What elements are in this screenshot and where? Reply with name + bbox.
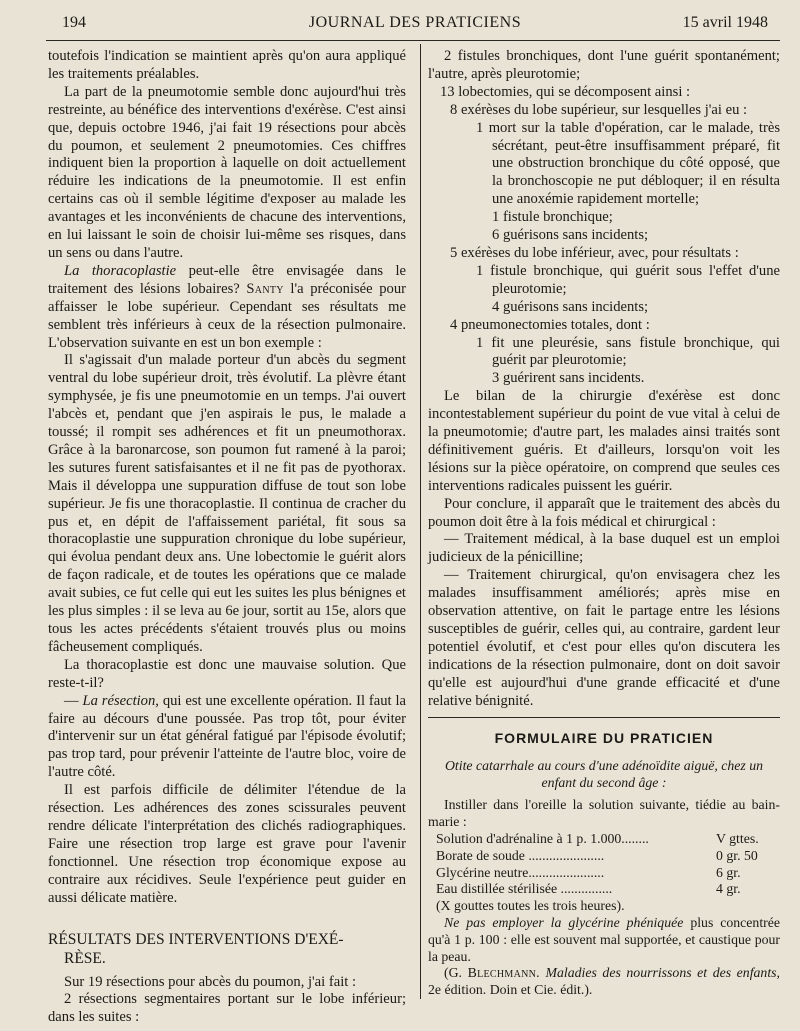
left-column (48, 48, 406, 1027)
page-number: 194 (62, 14, 86, 31)
formulaire-instruction: Instiller dans l'oreille la solution suivante, tiédie au bain-marie : (428, 797, 780, 830)
paragraph: — Traitement chirurgical, qu'on envisagera chez les malades insuffisamment améliorés; après mise en observation attentive, on fait le partage entre les lésions susceptibles de guérir, celles qui, au contraire, gardent leur potentiel évolutif, et c'est pour elles qu'on discutera les indications de la résection pulmonaire, dont on doit savoir qu'elle est aujourd'hui d'une grande efficacité et d'une relative bénignité. (428, 567, 780, 709)
section-heading: RÉSULTATS DES INTERVENTIONS D'EXÉ- RÈSE. (48, 930, 344, 967)
list-item: 8 exérèses du lobe supérieur, sur lesquelles j'ai eu : (450, 101, 748, 118)
formulaire-warning: Ne pas employer la glycérine phéniquée plus concentrée qu'à 1 p. 100 : elle est souvent mal supportée, et caustique pour la peau. (428, 915, 781, 964)
author-name: Blechmann. (467, 965, 540, 981)
list-item: 4 pneumonectomies totales, dont : (450, 316, 650, 333)
paragraph: Le bilan de la chirurgie d'exérèse est donc incontestablement supérieur du point de vue vital à celui de la pneumotomie; d'autre part, les malades ainsi traités sont définitivement guéris. Et d'ailleurs, lorsqu'on voit les lésions sur la pièce opératoire, on comprend que seules ces interventions radicales puissent les guérir. (428, 388, 780, 494)
paragraph: La part de la pneumotomie semble donc aujourd'hui très restreinte, au bénéfice des interventions d'exérèse. C'est ainsi que, depuis octobre 1946, j'ai fait 19 résections pour abcès du poumon, et seulement 2 pneumotomies. Ces chiffres indiquent bien la proportion à laquelle on doit actuellement réduire les indications de la pneumotomie. Il est enfin certains cas où il semble légitime d'exposer au malade les avantages et les inconvénients de chacune des interventions, en lui laissant le soin de choisir lui-même ses risques, dans un sens ou dans l'autre. (48, 83, 406, 261)
paragraph-resection: — La résection, qui est une excellente opération. Il faut la faire au décours d'une poussée. Pas trop tôt, pour éviter d'intervenir sur un état général fatigué par l'épisode évolutif; pas trop tard, pour prévenir l'atteinte de l'autre bloc, voire de l'autre côté. (48, 692, 406, 781)
prescription-item: Eau distillée stérilisée ............... 4 gr. (436, 881, 741, 897)
list-item: 1 fistule bronchique, qui guérit sous l'effet d'une pleurotomie; (476, 262, 780, 297)
paragraph: toutefois l'indication se maintient après qu'on aura appliqué les traitements préalables. (48, 48, 406, 82)
formulaire-title: FORMULAIRE DU PRATICIEN (494, 729, 714, 746)
prescription-item: Solution d'adrénaline à 1 p. 1.000........ V gttes. (436, 831, 759, 847)
column-divider (420, 44, 421, 999)
paragraph: La thoracoplastie est donc une mauvaise solution. Que reste-t-il? (48, 656, 406, 691)
prescription-item: Borate de soude ...................... 0 gr. 50 (436, 847, 758, 863)
author-name: Santy (246, 280, 284, 297)
page-header (62, 10, 768, 36)
paragraph-observation: Il s'agissait d'un malade porteur d'un abcès du segment ventral du lobe supérieur droit, très évolutif. La plèvre étant symphysée, je fis une pneumotomie en un temps. J'ai ouvert l'abcès et, pendant que j'en aspirais le pus, le malade a toussé; il rompit ses adhérences et fit un pneumothorax. Grâce à la baronarcose, son poumon fut ramené à la paroi; les sutures furent satisfaisantes et il ne fit pas de pyothorax. Mais il développa une suppuration diffuse de tout son lobe supérieur. Je fis une thoracoplastie. Il continua de cracher du pus et, en dépit de l'affaissement pariétal, fit sous sa thoracoplastie une suppuration chronique du lobe supérieur, qui évolua pendant deux ans. Une lobectomie le guérit alors de façon radicale, et de toutes les opérations que ce malade avait subies, ce fut celle qui eut les suites les plus bénignes et les plus simples : il se leva au 6e jour, sortit au 15e, alors que tous les actes précédents s'étaient trouvés plus ou moins fâcheusement compliqués. (48, 352, 406, 655)
paragraph: — Traitement médical, à la base duquel est un emploi judicieux de la pénicilline; (428, 531, 780, 566)
paragraph: Sur 19 résections pour abcès du poumon, j'ai fait : (64, 973, 357, 990)
paragraph: Pour conclure, il apparaît que le traitement des abcès du poumon doit être à la fois médical et chirurgical : (428, 495, 780, 530)
paragraph: 2 résections segmentaires portant sur le lobe inférieur; dans les suites : (48, 991, 406, 1026)
list-item: 1 fit une pleurésie, sans fistule bronchique, qui guérit par pleurotomie; (476, 334, 780, 369)
list-item: 13 lobectomies, qui se décomposent ainsi : (440, 83, 691, 100)
list-item: 3 guérirent sans incidents. (492, 370, 645, 387)
issue-date: 15 avril 1948 (682, 14, 768, 31)
formulaire-reference: (G. Blechmann. Maladies des nourrissons et des enfants, 2e édition. Doin et Cie. édit.). (428, 965, 780, 998)
journal-title: JOURNAL DES PRATICIENS (308, 14, 522, 31)
italic-term: La thoracoplastie (64, 262, 177, 279)
right-column (428, 48, 780, 999)
formulaire-subtitle: Otite catarrhale au cours d'une adénoïdite aiguë, chez un enfant du second âge : (444, 758, 764, 791)
list-item: 5 exérèses du lobe inférieur, avec, pour résultats : (450, 244, 739, 261)
list-item: 2 fistules bronchiques, dont l'une guérit spontanément; l'autre, après pleurotomie; (428, 48, 780, 82)
dosage-note: (X gouttes toutes les trois heures). (436, 898, 625, 914)
list-item: 1 fistule bronchique; (492, 209, 613, 226)
italic-term: La résection, (82, 692, 159, 709)
list-item: 4 guérisons sans incidents; (492, 298, 649, 315)
list-item: 6 guérisons sans incidents; (492, 227, 649, 244)
prescription-item: Glycérine neutre...................... 6 gr. (436, 864, 741, 880)
paragraph-thoracoplastie: La thoracoplastie peut-elle être envisagée dans le traitement des lésions lobaires? Santy l'a préconisée pour affaisser le lobe supérieur. Cependant ses résultats me semblent très inférieurs à ceux de la résection pulmonaire. L'observation suivante en est un bon exemple : (48, 262, 407, 351)
header-rule (46, 40, 780, 41)
list-item: 1 mort sur la table d'opération, car le malade, très sécrétant, peut-être insuffisamment préparé, fit une obstruction bronchique du côté opposé, que la bronchoscopie ne put débloquer; il en résulta une anoxémie rapidement mortelle; (476, 119, 780, 208)
formulaire-rule (428, 717, 780, 718)
paragraph: Il est parfois difficile de délimiter l'étendue de la résection. Les adhérences des zones scissurales peuvent rendre délicate l'interprétation des clichés radiographiques. Faire une résection trop large est grave pour l'avenir fonctionnel. Une résection trop économique expose au contraire aux récidives. Seule l'expérience peut guider en aussi délicate matière. (48, 782, 406, 906)
prescription-list (428, 831, 780, 915)
